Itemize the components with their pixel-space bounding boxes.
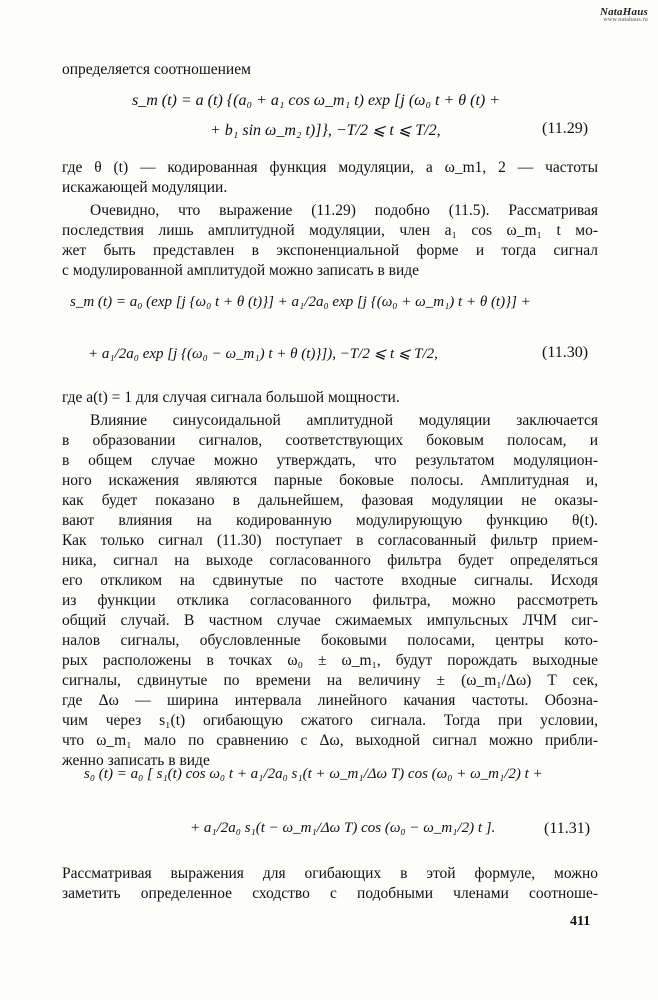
- text-line: где a(t) = 1 для случая сигнала большой мощности.: [62, 389, 400, 406]
- page-number: 411: [570, 914, 591, 929]
- text-line: где Δω — ширина интервала линейного качания частоты. Обозна-: [62, 692, 598, 709]
- text-line: заметить определенное сходство с подобными членами соотноше-: [62, 885, 598, 902]
- text-line: налов сигналы, обусловленные боковыми полосами, центры кото-: [62, 632, 598, 649]
- text-line: в образовании сигналов, соответствующих боковым полосам, и: [62, 432, 598, 449]
- equation-11-30-line2: + a₁/2a₀ exp [j {(ω₀ − ω_m₁) t + θ (t)}]), −T/2 ⩽ t ⩽ T/2,: [88, 346, 438, 362]
- text-line: Влияние синусоидальной амплитудной модуляции заключается: [90, 412, 598, 429]
- equation-11-29-line2: + b₁ sin ω_m₂ t)]}, −T/2 ⩽ t ⩽ T/2,: [210, 122, 441, 139]
- text-line: женно записать в виде: [62, 752, 210, 769]
- equation-number: (11.31): [544, 820, 591, 837]
- text-line: искажающей модуляции.: [62, 179, 228, 196]
- text-line: его откликом на сдвинутые по частоте входные сигналы. Исходя: [62, 572, 598, 589]
- equation-number: (11.30): [542, 344, 589, 361]
- equation-11-30-line1: s_m (t) = a₀ (exp [j {ω₀ t + θ (t)}] + a₁/2a₀ exp [j {(ω₀ + ω_m₁) t + θ (t)}] +: [70, 294, 531, 310]
- watermark-logo: NataHaus www.natahaus.ru: [599, 6, 648, 23]
- text-line: определяется соотношением: [62, 61, 251, 78]
- text-line: сигналы, сдвинутые по времени на величину ± (ω_m₁/Δω) T сек,: [62, 672, 598, 689]
- equation-11-31-line1: s₀ (t) = a₀ [ s₁(t) cos ω₀ t + a₁/2a₀ s₁(t + ω_m₁/Δω T) cos (ω₀ + ω_m₁/2) t +: [84, 766, 543, 782]
- text-line: Как только сигнал (11.30) поступает в согласованный фильтр прием-: [62, 532, 598, 549]
- text-line: ного искажения являются парные боковые полосы. Амплитудная и,: [62, 472, 598, 489]
- text-line: рых расположены в точках ω₀ ± ω_m₁, будут порождать выходные: [62, 652, 598, 669]
- text-line: с модулированной амплитудой можно записать в виде: [62, 262, 420, 279]
- text-line: жет быть представлен в экспоненциальной форме и тогда сигнал: [62, 242, 598, 259]
- text-line: что ω_m₁ мало по сравнению с Δω, выходной сигнал можно прибли-: [62, 732, 598, 749]
- equation-11-29-line1: s_m (t) = a (t) {(a₀ + a₁ cos ω_m₁ t) exp [j (ω₀ t + θ (t) +: [132, 92, 501, 109]
- text-line: как будет показано в дальнейшем, фазовая модуляции не оказы-: [62, 492, 598, 509]
- text-line: общий случай. В частном случае сжимаемых импульсных ЛЧМ сиг-: [62, 612, 598, 629]
- text-line: в общем случае можно утверждать, что результатом модуляцион-: [62, 452, 598, 469]
- text-line: последствия лишь амплитудной модуляции, член a₁ cos ω_m₁ t мо-: [62, 222, 598, 239]
- text-line: ника, сигнал на выходе согласованного фильтра будет определяться: [62, 552, 598, 569]
- equation-11-31-line2: + a₁/2a₀ s₁(t − ω_m₁/Δω T) cos (ω₀ − ω_m₁/2) t ].: [190, 820, 496, 836]
- text-line: вают влияния на кодированную модулирующую функцию θ(t).: [62, 512, 598, 529]
- text-line: из функции отклика согласованного фильтра, можно рассмотреть: [62, 592, 598, 609]
- text-line: чим через s₁(t) огибающую сжатого сигнала. Тогда при условии,: [62, 712, 598, 729]
- text-line: где θ (t) — кодированная функция модуляции, а ω_m1, 2 — частоты: [62, 159, 598, 176]
- text-line: Рассматривая выражения для огибающих в этой формуле, можно: [62, 865, 598, 882]
- equation-number: (11.29): [542, 120, 589, 137]
- text-line: Очевидно, что выражение (11.29) подобно (11.5). Рассматривая: [90, 202, 598, 219]
